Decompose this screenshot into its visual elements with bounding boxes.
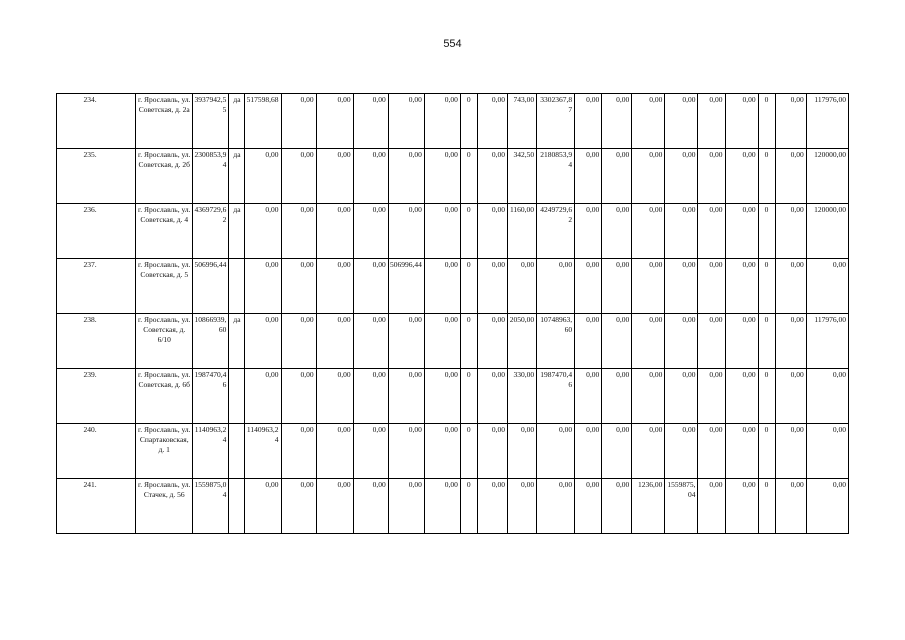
cell-col-15: 0,00 xyxy=(575,424,602,479)
cell-col-6: 0,00 xyxy=(281,479,316,534)
cell-col-10: 0,00 xyxy=(424,479,460,534)
cell-col-15: 0,00 xyxy=(575,94,602,149)
cell-col-11: 0 xyxy=(460,479,477,534)
cell-col-15: 0,00 xyxy=(575,479,602,534)
cell-row-number: 239. xyxy=(57,369,136,424)
cell-col-20: 0,00 xyxy=(725,314,758,369)
cell-col-20: 0,00 xyxy=(725,424,758,479)
cell-address: г. Ярославль, ул. Советская, д. 4 xyxy=(136,204,193,259)
cell-col-7: 0,00 xyxy=(316,204,353,259)
cell-col-8: 0,00 xyxy=(353,259,388,314)
cell-col-6: 0,00 xyxy=(281,314,316,369)
cell-col-15: 0,00 xyxy=(575,149,602,204)
cell-col-16: 0,00 xyxy=(602,204,632,259)
cell-col-12: 0,00 xyxy=(477,479,507,534)
cell-col-10: 0,00 xyxy=(424,204,460,259)
cell-address: г. Ярославль, ул. Советская, д. 5 xyxy=(136,259,193,314)
cell-col-16: 0,00 xyxy=(602,259,632,314)
cell-col-19: 0,00 xyxy=(698,369,725,424)
cell-col-21: 0 xyxy=(758,479,775,534)
cell-col-9: 0,00 xyxy=(388,314,424,369)
cell-col-17: 0,00 xyxy=(632,149,665,204)
cell-col-18: 0,00 xyxy=(665,149,698,204)
cell-col-9: 0,00 xyxy=(388,94,424,149)
cell-col-19: 0,00 xyxy=(698,314,725,369)
cell-col-19: 0,00 xyxy=(698,259,725,314)
cell-col-14: 4249729,62 xyxy=(537,204,575,259)
cell-col-16: 0,00 xyxy=(602,424,632,479)
cell-col-8: 0,00 xyxy=(353,424,388,479)
cell-col-14: 0,00 xyxy=(537,259,575,314)
cell-col-17: 1236,00 xyxy=(632,479,665,534)
cell-col-10: 0,00 xyxy=(424,424,460,479)
cell-col-10: 0,00 xyxy=(424,149,460,204)
cell-col-15: 0,00 xyxy=(575,204,602,259)
cell-col-23: 0,00 xyxy=(806,259,848,314)
cell-col-5: 0,00 xyxy=(245,204,281,259)
cell-col-6: 0,00 xyxy=(281,259,316,314)
cell-col-7: 0,00 xyxy=(316,314,353,369)
cell-col-18: 0,00 xyxy=(665,424,698,479)
table-body xyxy=(57,94,849,534)
cell-col-12: 0,00 xyxy=(477,369,507,424)
cell-col-22: 0,00 xyxy=(775,204,806,259)
cell-col-13: 743,00 xyxy=(508,94,537,149)
page-number: 554 xyxy=(443,38,462,50)
cell-col-5: 0,00 xyxy=(245,314,281,369)
cell-col-10: 0,00 xyxy=(424,369,460,424)
cell-col-17: 0,00 xyxy=(632,94,665,149)
cell-col-19: 0,00 xyxy=(698,204,725,259)
cell-col-9: 0,00 xyxy=(388,204,424,259)
cell-col-20: 0,00 xyxy=(725,479,758,534)
cell-total-amount: 10866939,60 xyxy=(193,314,229,369)
cell-col-20: 0,00 xyxy=(725,369,758,424)
cell-col-21: 0 xyxy=(758,204,775,259)
table-row xyxy=(57,369,849,424)
cell-row-number: 234. xyxy=(57,94,136,149)
cell-col-17: 0,00 xyxy=(632,259,665,314)
cell-address: г. Ярославль, ул. Советская, д. 2а xyxy=(136,94,193,149)
cell-col-21: 0 xyxy=(758,314,775,369)
cell-col-11: 0 xyxy=(460,369,477,424)
cell-col-16: 0,00 xyxy=(602,94,632,149)
cell-col-18: 0,00 xyxy=(665,369,698,424)
cell-col-13: 0,00 xyxy=(508,259,537,314)
cell-col-7: 0,00 xyxy=(316,369,353,424)
cell-col-15: 0,00 xyxy=(575,259,602,314)
cell-col-23: 120000,00 xyxy=(806,149,848,204)
cell-address: г. Ярославль, ул. Спартаковская, д. 1 xyxy=(136,424,193,479)
cell-col-21: 0 xyxy=(758,259,775,314)
cell-col-21: 0 xyxy=(758,149,775,204)
cell-total-amount: 3937942,55 xyxy=(193,94,229,149)
cell-col-20: 0,00 xyxy=(725,149,758,204)
cell-col-8: 0,00 xyxy=(353,479,388,534)
cell-row-number: 240. xyxy=(57,424,136,479)
cell-col-13: 1160,00 xyxy=(508,204,537,259)
table-row xyxy=(57,149,849,204)
cell-total-amount: 1987470,46 xyxy=(193,369,229,424)
cell-col-20: 0,00 xyxy=(725,94,758,149)
cell-col-12: 0,00 xyxy=(477,94,507,149)
table-row xyxy=(57,204,849,259)
cell-col-9: 0,00 xyxy=(388,424,424,479)
data-table xyxy=(56,93,849,534)
cell-col-14: 3302367,87 xyxy=(537,94,575,149)
cell-col-5: 0,00 xyxy=(245,369,281,424)
cell-col-19: 0,00 xyxy=(698,479,725,534)
cell-col-6: 0,00 xyxy=(281,94,316,149)
cell-col-6: 0,00 xyxy=(281,424,316,479)
cell-total-amount: 1140963,24 xyxy=(193,424,229,479)
cell-col-21: 0 xyxy=(758,369,775,424)
cell-col-18: 0,00 xyxy=(665,314,698,369)
cell-col-17: 0,00 xyxy=(632,314,665,369)
cell-col-5: 1140963,24 xyxy=(245,424,281,479)
cell-col-12: 0,00 xyxy=(477,149,507,204)
cell-col-23: 0,00 xyxy=(806,369,848,424)
cell-col-16: 0,00 xyxy=(602,149,632,204)
cell-col-22: 0,00 xyxy=(775,314,806,369)
cell-col-14: 10748963,60 xyxy=(537,314,575,369)
cell-col-23: 0,00 xyxy=(806,424,848,479)
table-row xyxy=(57,424,849,479)
cell-address: г. Ярославль, ул. Советская, д. 2б xyxy=(136,149,193,204)
cell-total-amount: 4369729,62 xyxy=(193,204,229,259)
cell-col-22: 0,00 xyxy=(775,94,806,149)
cell-col-19: 0,00 xyxy=(698,149,725,204)
cell-col-15: 0,00 xyxy=(575,314,602,369)
cell-col-21: 0 xyxy=(758,94,775,149)
cell-col-14: 0,00 xyxy=(537,424,575,479)
cell-col-5: 517598,68 xyxy=(245,94,281,149)
cell-col-22: 0,00 xyxy=(775,259,806,314)
cell-address: г. Ярославль, ул. Советская, д. 6б xyxy=(136,369,193,424)
cell-col-6: 0,00 xyxy=(281,204,316,259)
cell-address: г. Ярославль, ул. Стачек, д. 56 xyxy=(136,479,193,534)
cell-col-20: 0,00 xyxy=(725,204,758,259)
cell-col-13: 0,00 xyxy=(508,424,537,479)
cell-col-16: 0,00 xyxy=(602,314,632,369)
cell-col-6: 0,00 xyxy=(281,369,316,424)
cell-flag: да xyxy=(229,94,245,149)
cell-col-21: 0 xyxy=(758,424,775,479)
cell-col-23: 117976,00 xyxy=(806,314,848,369)
cell-col-12: 0,00 xyxy=(477,424,507,479)
cell-col-22: 0,00 xyxy=(775,149,806,204)
cell-col-7: 0,00 xyxy=(316,94,353,149)
cell-col-18: 0,00 xyxy=(665,259,698,314)
cell-row-number: 236. xyxy=(57,204,136,259)
cell-total-amount: 1559875,04 xyxy=(193,479,229,534)
cell-col-13: 342,50 xyxy=(508,149,537,204)
cell-col-16: 0,00 xyxy=(602,479,632,534)
cell-flag: да xyxy=(229,149,245,204)
cell-col-20: 0,00 xyxy=(725,259,758,314)
cell-col-10: 0,00 xyxy=(424,314,460,369)
cell-row-number: 241. xyxy=(57,479,136,534)
cell-flag xyxy=(229,424,245,479)
cell-col-19: 0,00 xyxy=(698,424,725,479)
cell-col-9: 0,00 xyxy=(388,369,424,424)
cell-col-14: 1987470,46 xyxy=(537,369,575,424)
cell-flag xyxy=(229,479,245,534)
cell-col-12: 0,00 xyxy=(477,259,507,314)
cell-flag xyxy=(229,259,245,314)
cell-row-number: 235. xyxy=(57,149,136,204)
cell-col-23: 120000,00 xyxy=(806,204,848,259)
cell-col-14: 0,00 xyxy=(537,479,575,534)
cell-col-14: 2180853,94 xyxy=(537,149,575,204)
cell-total-amount: 2300853,94 xyxy=(193,149,229,204)
cell-col-11: 0 xyxy=(460,259,477,314)
cell-col-13: 330,00 xyxy=(508,369,537,424)
cell-col-19: 0,00 xyxy=(698,94,725,149)
cell-col-10: 0,00 xyxy=(424,94,460,149)
cell-col-11: 0 xyxy=(460,204,477,259)
cell-col-9: 0,00 xyxy=(388,479,424,534)
table-row xyxy=(57,259,849,314)
cell-address: г. Ярославль, ул. Советская, д. 6/10 xyxy=(136,314,193,369)
cell-col-10: 0,00 xyxy=(424,259,460,314)
cell-col-9: 506996,44 xyxy=(388,259,424,314)
table-row xyxy=(57,479,849,534)
cell-col-8: 0,00 xyxy=(353,204,388,259)
table-row xyxy=(57,314,849,369)
cell-col-5: 0,00 xyxy=(245,259,281,314)
cell-col-7: 0,00 xyxy=(316,424,353,479)
cell-flag: да xyxy=(229,204,245,259)
cell-col-13: 2050,00 xyxy=(508,314,537,369)
cell-col-17: 0,00 xyxy=(632,204,665,259)
cell-flag: да xyxy=(229,314,245,369)
cell-col-18: 0,00 xyxy=(665,204,698,259)
cell-col-7: 0,00 xyxy=(316,149,353,204)
cell-col-8: 0,00 xyxy=(353,314,388,369)
cell-col-6: 0,00 xyxy=(281,149,316,204)
cell-col-8: 0,00 xyxy=(353,369,388,424)
cell-row-number: 237. xyxy=(57,259,136,314)
cell-col-9: 0,00 xyxy=(388,149,424,204)
cell-col-8: 0,00 xyxy=(353,149,388,204)
cell-col-22: 0,00 xyxy=(775,369,806,424)
cell-row-number: 238. xyxy=(57,314,136,369)
table-row xyxy=(57,94,849,149)
cell-col-16: 0,00 xyxy=(602,369,632,424)
cell-col-11: 0 xyxy=(460,424,477,479)
cell-col-18: 1559875,04 xyxy=(665,479,698,534)
cell-col-12: 0,00 xyxy=(477,204,507,259)
cell-flag xyxy=(229,369,245,424)
cell-col-15: 0,00 xyxy=(575,369,602,424)
cell-col-12: 0,00 xyxy=(477,314,507,369)
cell-col-7: 0,00 xyxy=(316,479,353,534)
cell-col-23: 0,00 xyxy=(806,479,848,534)
cell-col-17: 0,00 xyxy=(632,424,665,479)
cell-col-22: 0,00 xyxy=(775,424,806,479)
cell-col-7: 0,00 xyxy=(316,259,353,314)
cell-total-amount: 506996,44 xyxy=(193,259,229,314)
cell-col-11: 0 xyxy=(460,149,477,204)
cell-col-23: 117976,00 xyxy=(806,94,848,149)
cell-col-18: 0,00 xyxy=(665,94,698,149)
cell-col-11: 0 xyxy=(460,94,477,149)
cell-col-22: 0,00 xyxy=(775,479,806,534)
cell-col-13: 0,00 xyxy=(508,479,537,534)
cell-col-11: 0 xyxy=(460,314,477,369)
cell-col-8: 0,00 xyxy=(353,94,388,149)
cell-col-5: 0,00 xyxy=(245,149,281,204)
cell-col-17: 0,00 xyxy=(632,369,665,424)
cell-col-5: 0,00 xyxy=(245,479,281,534)
